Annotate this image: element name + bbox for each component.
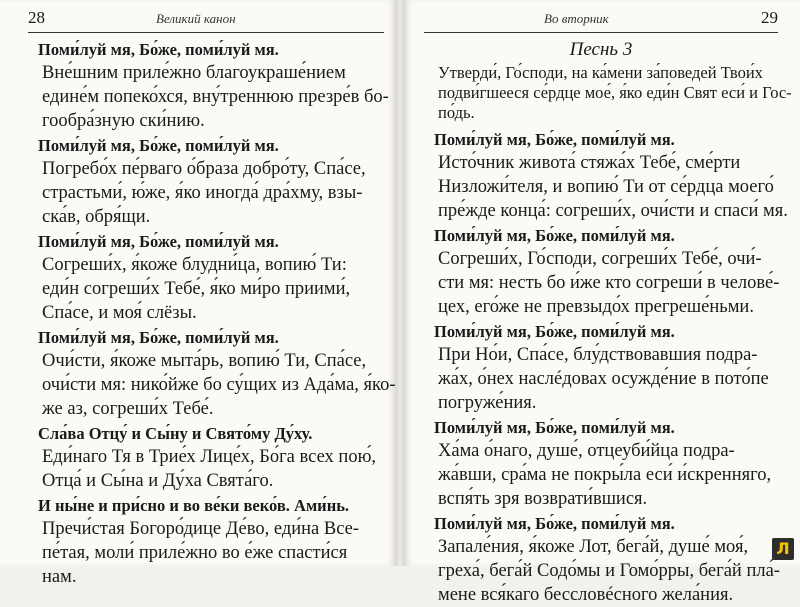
verse bbox=[28, 61, 389, 133]
verse bbox=[28, 445, 384, 493]
refrain-line: И ны́не и при́сно и во ве́ки веко́в. Ами́нь. bbox=[38, 496, 350, 515]
refrain-line: Поми́луй мя, Бо́же, поми́луй мя. bbox=[38, 232, 279, 251]
page-number-left: 28 bbox=[28, 8, 45, 27]
verse bbox=[424, 247, 778, 319]
refrain-line: Сла́ва Отцу́ и Сы́ну и Свято́му Ду́ху. bbox=[38, 424, 313, 443]
verse-line: Ха́ма о́наго, душе́, отцеуби́йца подра- bbox=[438, 441, 735, 461]
verse-line: погруже́ния. bbox=[438, 393, 537, 413]
verse-line: Пречи́стая Богоро́дице Де́во, еди́на Все- bbox=[42, 519, 360, 539]
refrain bbox=[434, 513, 778, 534]
refrain-line: Поми́луй мя, Бо́же, поми́луй мя. bbox=[434, 322, 675, 341]
intro-line: подви́гшееся се́рдце мое́, я́ко еди́н Свят еси́ и Гос- bbox=[438, 83, 792, 102]
refrain-line: Поми́луй мя, Бо́же, поми́луй мя. bbox=[38, 328, 279, 347]
right-page-header bbox=[424, 0, 778, 33]
verse-line: еди́н согреши́х Тебе́, я́ко ми́ро приими́, bbox=[42, 279, 351, 299]
refrain bbox=[434, 321, 778, 342]
verse-line: пре́жде конца́: согреши́х, очи́сти и спаси́ мя. bbox=[438, 201, 788, 221]
intro-line: Утверди́, Го́споди, на ка́мени за́поведей Твои́х bbox=[438, 63, 763, 82]
refrain bbox=[38, 231, 384, 252]
verse-line: Низложи́теля, и вопию́ Ти от се́рдца моего́ bbox=[438, 177, 774, 197]
verse-line: Согреши́х, я́коже блудни́ца, вопию́ Ти: bbox=[42, 255, 347, 275]
verse-line: цех, его́же не превзыдо́х прегреше́ньми. bbox=[438, 297, 754, 317]
verse-line: При Но́и, Спа́се, блу́дствовавшия подра- bbox=[438, 345, 758, 365]
right-page bbox=[404, 0, 800, 605]
refrain bbox=[38, 327, 384, 348]
verse bbox=[28, 517, 384, 589]
verse-line: Отца́ и Сы́на и Ду́ха Свята́го. bbox=[42, 471, 274, 491]
right-page-body bbox=[424, 129, 788, 607]
refrain bbox=[38, 39, 384, 60]
refrain-line: Поми́луй мя, Бо́же, поми́луй мя. bbox=[38, 40, 279, 59]
page-number-right: 29 bbox=[761, 8, 778, 27]
verse-line: Погребо́х пе́рваго о́браза добро́ту, Спа́се, bbox=[42, 159, 366, 179]
refrain bbox=[38, 423, 384, 444]
left-page-header bbox=[28, 0, 384, 33]
publisher-watermark: Л bbox=[772, 538, 794, 560]
song-title: Песнь 3 bbox=[569, 39, 633, 60]
verse-line: пе́тая, моли́ приле́жно во е́же спасти́ся bbox=[42, 543, 348, 563]
verse-line: Вне́шним приле́жно благоукраше́нием bbox=[42, 63, 346, 83]
refrain bbox=[38, 495, 384, 516]
running-title-left: Великий канон bbox=[156, 11, 236, 26]
verse-line: гообра́зную ски́нию. bbox=[42, 111, 205, 131]
running-title-right: Во вторник bbox=[544, 11, 609, 26]
verse bbox=[424, 535, 778, 607]
verse-line: ска́в, обря́щи. bbox=[42, 207, 151, 227]
verse-line: сти мя: несть бо и́же кто согреши́ в челове́- bbox=[438, 273, 780, 293]
verse bbox=[28, 349, 396, 421]
refrain bbox=[38, 135, 384, 156]
verse-line: Очи́сти, я́коже мыта́рь, вопию́ Ти, Спа́се, bbox=[42, 351, 367, 371]
verse bbox=[424, 343, 778, 415]
verse bbox=[28, 253, 384, 325]
verse-line: Запале́ния, я́коже Лот, бега́й, душе́ моя́, bbox=[438, 537, 749, 557]
refrain bbox=[434, 417, 778, 438]
verse-line: едине́м попеко́хся, вну́треннюю презре́в бо- bbox=[42, 87, 389, 107]
intro-line: по́дь. bbox=[438, 103, 475, 122]
left-page bbox=[0, 0, 396, 587]
refrain bbox=[434, 225, 778, 246]
verse-line: мене вся́каго бессловéсного жела́ния. bbox=[438, 585, 734, 605]
verse bbox=[28, 157, 384, 229]
verse-line: очи́сти мя: нико́йже бо су́щих из Ада́ма, я́ко- bbox=[42, 375, 396, 395]
refrain-line: Поми́луй мя, Бо́же, поми́луй мя. bbox=[434, 418, 675, 437]
verse-line: же аз, согреши́х Тебе́. bbox=[42, 399, 214, 419]
verse-line: вспя́ть зря возврати́вшися. bbox=[438, 489, 648, 509]
verse-line: греха́, бега́й Содо́мы и Гомо́рры, бега́й пла́- bbox=[438, 561, 780, 581]
verse-line: Спа́се, и моя́ слёзы. bbox=[42, 303, 197, 323]
verse bbox=[424, 151, 788, 223]
book-gutter bbox=[396, 0, 404, 566]
refrain-line: Поми́луй мя, Бо́же, поми́луй мя. bbox=[434, 130, 675, 149]
verse-line: Исто́чник живота́ стяжа́х Тебе́, сме́рти bbox=[438, 153, 741, 173]
verse-line: страстьми́, ю́же, я́ко иногда́ дра́хму, взы- bbox=[42, 183, 363, 203]
left-page-body bbox=[28, 39, 396, 589]
verse-line: нам. bbox=[42, 567, 77, 587]
refrain-line: Поми́луй мя, Бо́же, поми́луй мя. bbox=[434, 514, 675, 533]
refrain-line: Поми́луй мя, Бо́же, поми́луй мя. bbox=[434, 226, 675, 245]
verse-line: жа́х, о́нех наслéдовах осужде́ние в пото́пе bbox=[438, 369, 769, 389]
verse-line: Еди́наго Тя в Трие́х Лице́х, Бо́га всех пою́, bbox=[42, 447, 377, 467]
verse-line: Согреши́х, Го́споди, согреши́х Тебе́, очи́- bbox=[438, 249, 762, 269]
song-intro bbox=[424, 63, 792, 123]
verse bbox=[424, 439, 778, 511]
refrain bbox=[434, 129, 778, 150]
refrain-line: Поми́луй мя, Бо́же, поми́луй мя. bbox=[38, 136, 279, 155]
verse-line: жа́вши, сра́ма не покры́ла еси́ и́скренняго, bbox=[438, 465, 772, 485]
